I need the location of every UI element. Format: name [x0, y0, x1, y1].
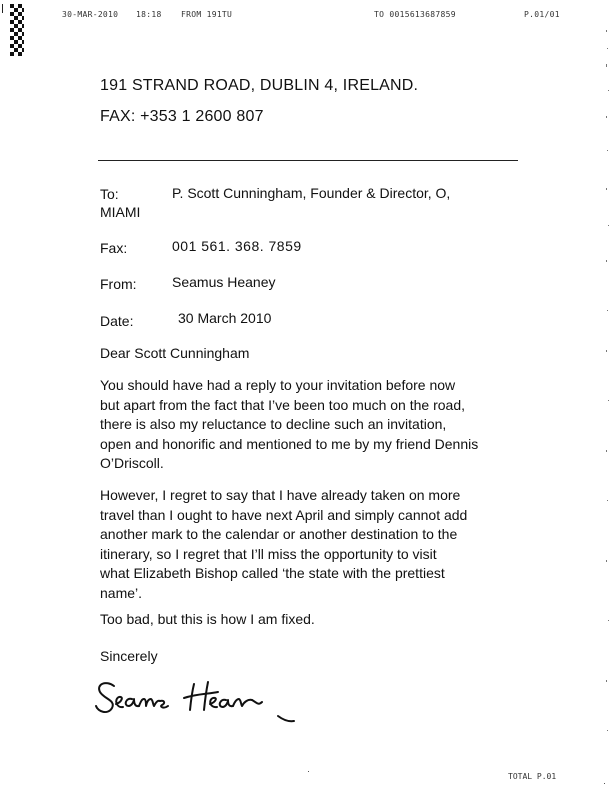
paragraph-line: what Elizabeth Bishop called ‘the state with the prettiest — [100, 565, 445, 581]
date-label: Date: — [100, 313, 134, 329]
scan-speck — [604, 783, 605, 784]
fax-number: 001 561. 368. 7859 — [172, 238, 302, 254]
fax-header-date: 30-MAR-2010 — [62, 10, 119, 19]
fax-header-time: 18:18 — [136, 10, 162, 19]
scan-speck — [308, 771, 309, 772]
paragraph-line: itinerary, so I regret that I’ll miss the opportunity to visit — [100, 545, 437, 562]
paragraph-line: name’. — [100, 584, 143, 601]
to-label: To: — [100, 186, 119, 202]
closing-line: Too bad, but this is how I am fixed. — [100, 611, 315, 627]
from-value: Seamus Heaney — [172, 274, 276, 290]
to-value-continued: MIAMI — [100, 204, 141, 220]
paragraph-line: open and honorific and mentioned to me by my friend Dennis — [100, 435, 479, 452]
fax-label: Fax: — [100, 240, 128, 256]
date-value: 30 March 2010 — [178, 310, 272, 326]
paragraph-line: O’Driscoll. — [100, 455, 164, 471]
letterhead-divider — [98, 160, 518, 161]
paragraph-1 — [100, 376, 478, 474]
letterhead-address: 191 STRAND ROAD, DUBLIN 4, IRELAND. — [100, 77, 419, 94]
handwritten-signature — [92, 672, 302, 732]
from-label: From: — [100, 276, 137, 292]
letterhead-fax: FAX: +353 1 2600 807 — [100, 108, 264, 125]
paragraph-line: another mark to the calendar or another destination to the — [100, 526, 458, 542]
fax-header-to: TO 0015613687859 — [374, 10, 456, 19]
scan-edge-noise — [604, 20, 610, 760]
salutation: Dear Scott Cunningham — [100, 345, 250, 361]
fax-transmission-header — [0, 8, 612, 22]
paragraph-line: You should have had a reply to your invitation before now — [100, 377, 456, 393]
to-value: P. Scott Cunningham, Founder & Director, O, — [172, 185, 451, 201]
fax-header-from: FROM 191TU — [181, 10, 233, 19]
paragraph-line: but apart from the fact that I’ve been too much on the road, — [100, 396, 465, 413]
paragraph-line: there is also my reluctance to decline such an invitation, — [100, 416, 447, 432]
paragraph-line: travel than I ought to have next April and simply cannot add — [100, 506, 468, 523]
paragraph-line: However, I regret to say that I have already taken on more — [100, 487, 461, 503]
paragraph-2 — [100, 486, 467, 603]
fax-header-page: P.01/01 — [524, 10, 560, 19]
fax-total-pages: TOTAL P.01 — [508, 772, 557, 781]
signoff: Sincerely — [100, 648, 158, 664]
